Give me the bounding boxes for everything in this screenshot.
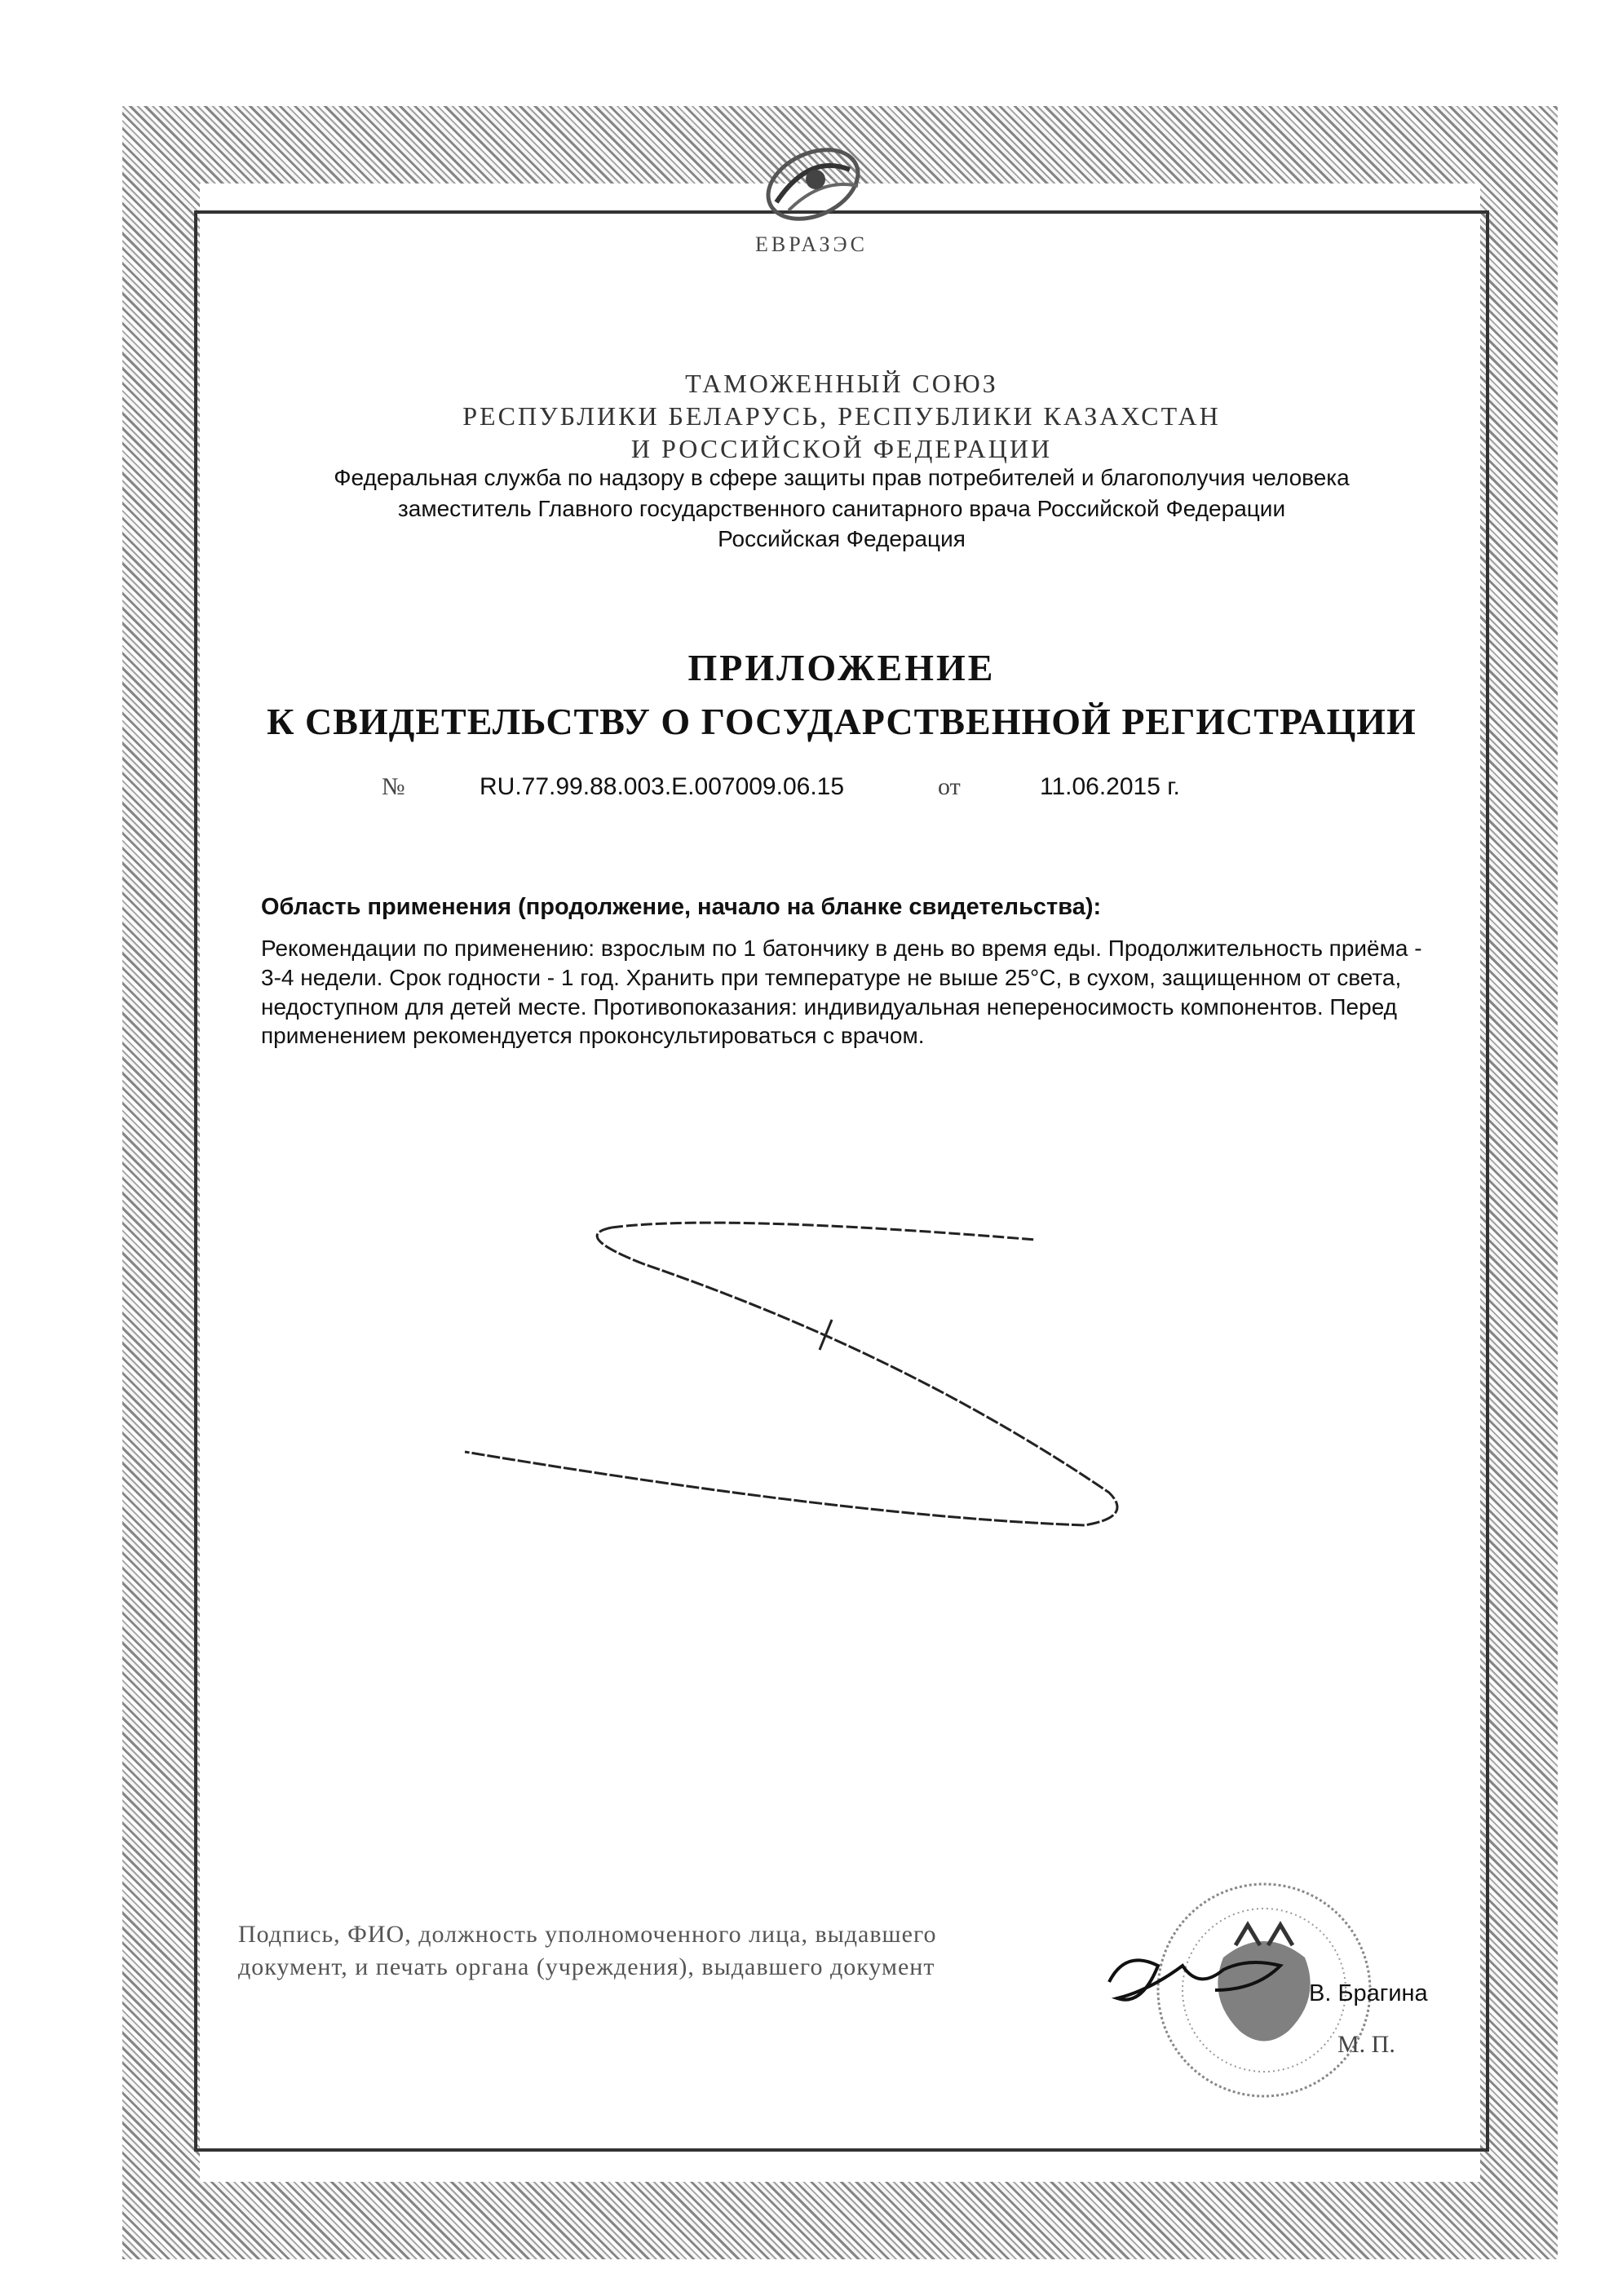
header-agency: Федеральная служба по надзору в сфере защиты прав потребителей и благополучия человека <box>334 465 1350 490</box>
header-line-2: РЕСПУБЛИКИ БЕЛАРУСЬ, РЕСПУБЛИКИ КАЗАХСТАН <box>462 401 1221 431</box>
eurasec-emblem-icon <box>752 137 874 227</box>
document-subtitle: К СВИДЕТЕЛЬСТВУ О ГОСУДАРСТВЕННОЙ РЕГИСТРАЦИИ <box>267 701 1417 742</box>
header-official: заместитель Главного государственного санитарного врача Российской Федерации <box>397 496 1286 521</box>
signer-name: В. Брагина <box>1309 1980 1428 2006</box>
header-line-1: ТАМОЖЕННЫЙ СОЮЗ <box>685 369 998 398</box>
reg-number: RU.77.99.88.003.E.007009.06.15 <box>480 773 845 800</box>
reg-number-label: № <box>382 773 405 800</box>
header-line-3: И РОССИЙСКОЙ ФЕДЕРАЦИИ <box>630 434 1053 463</box>
section-title: Область применения (продолжение, начало на бланке свидетельства): <box>261 894 1102 920</box>
reg-date: 11.06.2015 г. <box>1040 773 1180 800</box>
z-dash-mark <box>449 1207 1150 1550</box>
logo-label: ЕВРАЗЭС <box>754 232 869 256</box>
reg-date-label: от <box>938 773 961 800</box>
document-title: ПРИЛОЖЕНИЕ <box>687 647 996 688</box>
signature-caption: Подпись, ФИО, должность уполномоченного лица, выдавшего документ, и печать органа (учреждения), выдавшего документ <box>238 1921 937 1980</box>
header-country: Российская Федерация <box>718 526 966 551</box>
stamp-place-label: М. П. <box>1337 2031 1395 2058</box>
section-text: Рекомендации по применению: взрослым по 1 батончику в день во время еды. Продолжительность приёма - 3-4 недели. Срок годности - 1 год. Хранить при температуре не выше 25°С, в сухом, защищенном от света, недоступном для детей месте. Противопоказания: индивидуальная непереносимость компонентов. Перед применением рекомендуется проконсультироваться с врачом. <box>261 936 1422 1049</box>
handwritten-signature <box>1093 1933 1313 2023</box>
